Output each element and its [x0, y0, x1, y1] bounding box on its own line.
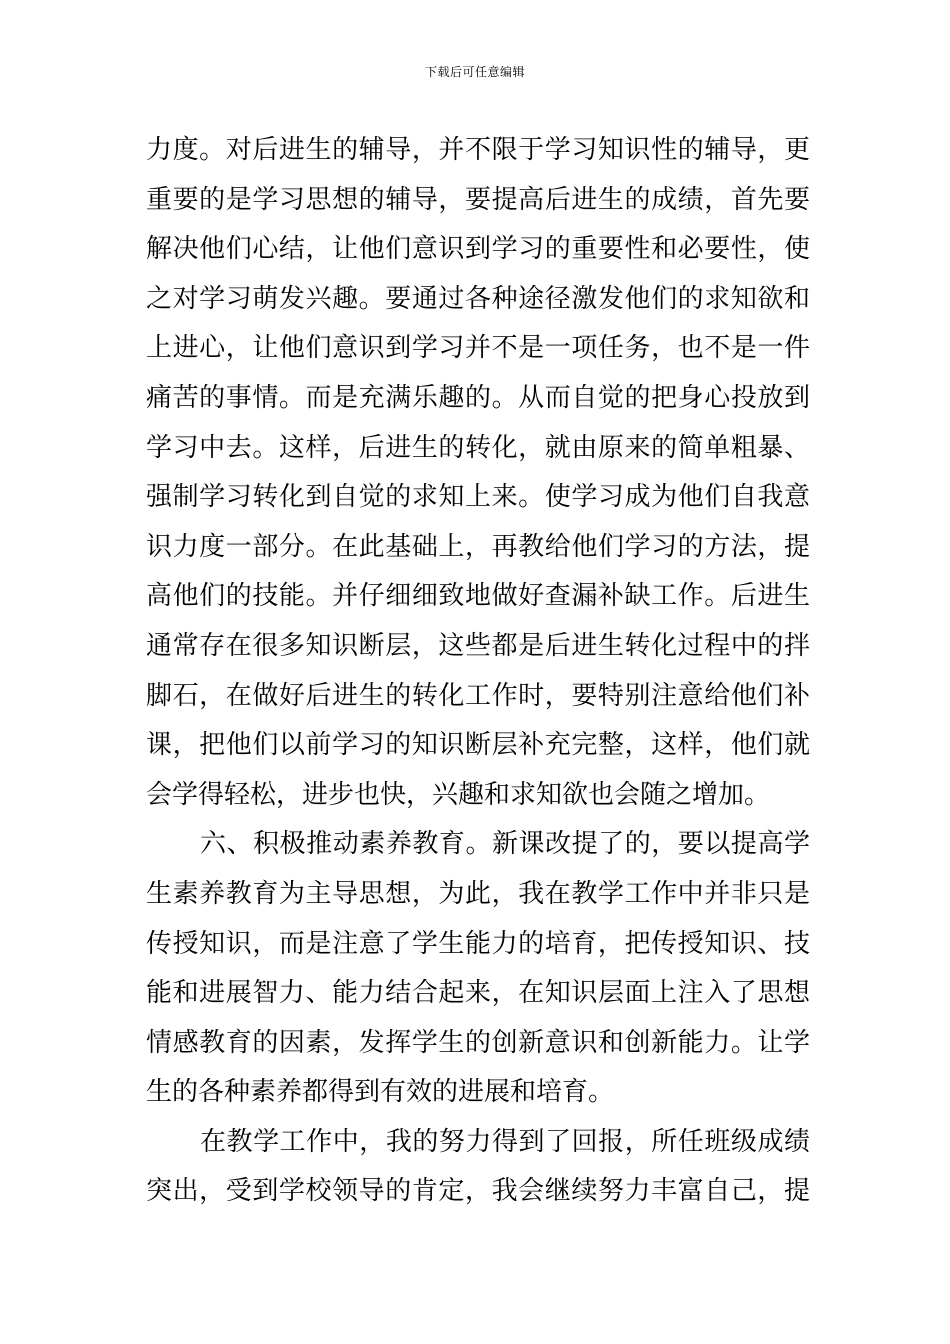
text-line: 能和进展智力、能力结合起来，在知识层面上注入了思想 — [146, 978, 810, 1009]
text-line: 突出，受到学校领导的肯定，我会继续努力丰富自己，提 — [146, 1176, 810, 1207]
text-line: 重要的是学习思想的辅导，要提高后进生的成绩，首先要 — [146, 184, 810, 215]
text-line: 力度。对后进生的辅导，并不限于学习知识性的辅导，更 — [146, 135, 810, 165]
text-line: 脚石，在做好后进生的转化工作时，要特别注意给他们补 — [146, 680, 810, 711]
text-line: 强制学习转化到自觉的求知上来。使学习成为他们自我意 — [146, 482, 810, 513]
text-line: 解决他们心结，让他们意识到学习的重要性和必要性，使 — [146, 234, 810, 265]
text-line: 学习中去。这样，后进生的转化，就由原来的简单粗暴、 — [146, 432, 810, 463]
text-line: 课，把他们以前学习的知识断层补充完整，这样，他们就 — [146, 730, 810, 761]
text-line: 情感教育的因素，发挥学生的创新意识和创新能力。让学 — [146, 1027, 810, 1058]
text-line: 通常存在很多知识断层，这些都是后进生转化过程中的拌 — [146, 630, 810, 661]
text-line: 生的各种素养都得到有效的进展和培育。 — [146, 1077, 615, 1108]
text-line: 在教学工作中，我的努力得到了回报，所任班级成绩 — [200, 1126, 810, 1157]
page-header: 下载后可任意编辑 — [424, 65, 525, 79]
document-body — [146, 126, 810, 1217]
text-line: 传授知识，而是注意了学生能力的培育，把传授知识、技 — [146, 928, 810, 959]
text-line: 高他们的技能。并仔细细致地做好查漏补缺工作。后进生 — [146, 581, 810, 612]
text-line: 六、积极推动素养教育。新课改提了的，要以提高学 — [200, 829, 810, 860]
text-line: 生素养教育为主导思想，为此，我在教学工作中并非只是 — [146, 878, 810, 909]
text-line: 会学得轻松，进步也快，兴趣和求知欲也会随之增加。 — [146, 779, 771, 810]
text-line: 痛苦的事情。而是充满乐趣的。从而自觉的把身心投放到 — [146, 382, 810, 413]
text-line: 识力度一部分。在此基础上，再教给他们学习的方法，提 — [146, 531, 810, 562]
text-line: 之对学习萌发兴趣。要通过各种途径激发他们的求知欲和 — [146, 283, 810, 314]
text-line: 上进心，让他们意识到学习并不是一项任务，也不是一件 — [146, 333, 810, 364]
